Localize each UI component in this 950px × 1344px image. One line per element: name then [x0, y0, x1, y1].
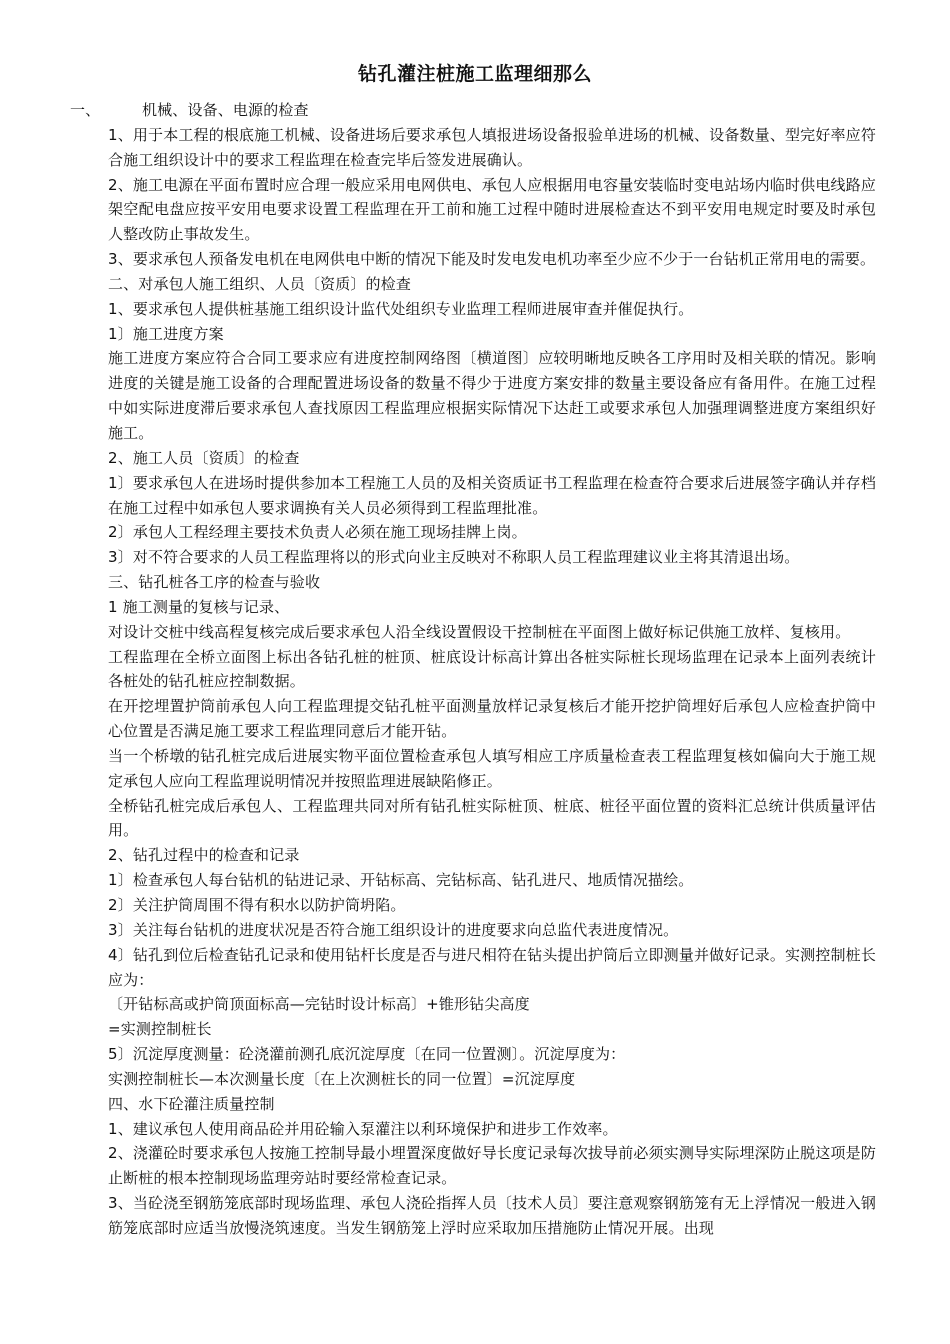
section-heading-1: [70, 98, 876, 123]
paragraph: 5〕沉淀厚度测量：砼浇灌前测孔底沉淀厚度〔在同一位置测〕。沉淀厚度为：: [108, 1045, 626, 1064]
paragraph-list: [108, 123, 876, 1241]
paragraph: 2、施工电源在平面布置时应合理一般应采用电网供电、承包人应根据用电容量安装临时变电站场内临时供电线路应架空配电盘应按平安用电要求设置工程监理在开工前和施工过程中随时进展检查达不到平安用电规定时要及时承包人整改防止事故发生。: [108, 175, 876, 244]
paragraph: 2〕承包人工程经理主要技术负责人必须在施工现场挂牌上岗。: [108, 523, 527, 542]
document-title: 钻孔灌注桩施工监理细那么: [357, 63, 592, 85]
paragraph: 1 施工测量的复核与记录、: [108, 597, 290, 616]
paragraph: 对设计交桩中线高程复核完成后要求承包人沿全线设置假设干控制桩在平面图上做好标记供施工放样、复核用。: [108, 622, 851, 641]
document-body: [70, 98, 876, 1241]
paragraph: 3、当砼浇至钢筋笼底部时现场监理、承包人浇砼指挥人员〔技术人员〕要注意观察钢筋笼有无上浮情况一般进入钢筋笼底部时应适当放慢浇筑速度。当发生钢筋笼上浮时应采取加压措施防止情况开展。出现: [108, 1194, 876, 1237]
paragraph: 2、施工人员〔资质〕的检查: [108, 448, 300, 467]
paragraph: 2、浇灌砼时要求承包人按施工控制导最小埋置深度做好导长度记录每次拔导前必须实测导实际埋深防止脱这项是防止断桩的根本控制现场监理旁站时要经常检查记录。: [108, 1144, 876, 1188]
paragraph: 二、对承包人施工组织、人员〔资质〕的检查: [108, 274, 412, 293]
paragraph: 1、建议承包人使用商品砼并用砼输入泵灌注以利环境保护和进步工作效率。: [108, 1119, 618, 1138]
paragraph: 3〕关注每台钻机的进度状况是否符合施工组织设计的进度要求向总监代表进度情况。: [108, 920, 679, 939]
paragraph: 1、用于本工程的根底施工机械、设备进场后要求承包人填报进场设备报验单进场的机械、设备数量、型完好率应符合施工组织设计中的要求工程监理在检查完毕后签发进展确认。: [108, 125, 876, 169]
paragraph: 实测控制桩长—本次测量长度〔在上次测桩长的同一位置〕=沉淀厚度: [108, 1069, 576, 1088]
paragraph: 1、要求承包人提供桩基施工组织设计监代处组织专业监理工程师进展审查并催促执行。: [108, 299, 694, 318]
paragraph: 2、钻孔过程中的检查和记录: [108, 846, 300, 865]
paragraph: 全桥钻孔桩完成后承包人、工程监理共同对所有钻孔桩实际桩顶、桩底、桩径平面位置的资料汇总统计供质量评估用。: [108, 796, 876, 840]
paragraph: 3〕对不符合要求的人员工程监理将以的形式向业主反映对不称职人员工程监理建议业主将其清退出场。: [108, 548, 800, 567]
paragraph: 1〕施工进度方案: [108, 324, 224, 343]
paragraph: 三、钻孔桩各工序的检查与验收: [108, 573, 321, 592]
paragraph: 1〕要求承包人在进场时提供参加本工程施工人员的及相关资质证书工程监理在检查符合要求后进展签字确认并存档在施工过程中如承包人要求调换有关人员必须得到工程监理批准。: [108, 473, 876, 517]
paragraph: 4〕钻孔到位后检查钻孔记录和使用钻杆长度是否与进尺相符在钻头提出护筒后立即测量并做好记录。实测控制桩长应为：: [108, 945, 876, 989]
paragraph: 四、水下砼灌注质量控制: [108, 1094, 275, 1113]
paragraph: 在开挖埋置护筒前承包人向工程监理提交钻孔桩平面测量放样记录复核后才能开挖护筒埋好后承包人应检查护筒中心位置是否满足施工要求工程监理同意后才能开钻。: [108, 697, 876, 741]
paragraph: 〔开钻标高或护筒顶面标高—完钻时设计标高〕+锥形钻尖高度: [108, 995, 530, 1014]
paragraph: 施工进度方案应符合合同工要求应有进度控制网络图〔横道图〕应较明晰地反映各工序用时及相关联的情况。影响进度的关键是施工设备的合理配置进场设备的数量不得少于进度方案安排的数量主要设备应有备用件。在施工过程中如实际进度滞后要求承包人查找原因工程监理应根据实际情况下达赶工或要求承包人加强理调整进度方案组织好施工。: [108, 349, 876, 442]
paragraph: 3、要求承包人预备发电机在电网供电中断的情况下能及时发电发电机功率至少应不少于一台钻机正常用电的需要。: [108, 250, 876, 269]
paragraph: 当一个桥墩的钻孔桩完成后进展实物平面位置检查承包人填写相应工序质量检查表工程监理复核如偏向大于施工规定承包人应向工程监理说明情况并按照监理进展缺陷修正。: [108, 746, 876, 790]
paragraph: 2〕关注护筒周围不得有积水以防护筒坍陷。: [108, 896, 406, 914]
paragraph: 1〕检查承包人每台钻机的钻进记录、开钻标高、完钻标高、钻孔进尺、地质情况描绘。: [108, 871, 694, 890]
section-heading-text: 机械、设备、电源的检查: [142, 101, 309, 119]
paragraph: 工程监理在全桥立面图上标出各钻孔桩的桩顶、桩底设计标高计算出各桩实际桩长现场监理在记录本上面列表统计各桩处的钻孔桩应控制数据。: [108, 647, 876, 691]
section-number: 一、: [70, 101, 101, 119]
paragraph: =实测控制桩长: [108, 1020, 212, 1039]
